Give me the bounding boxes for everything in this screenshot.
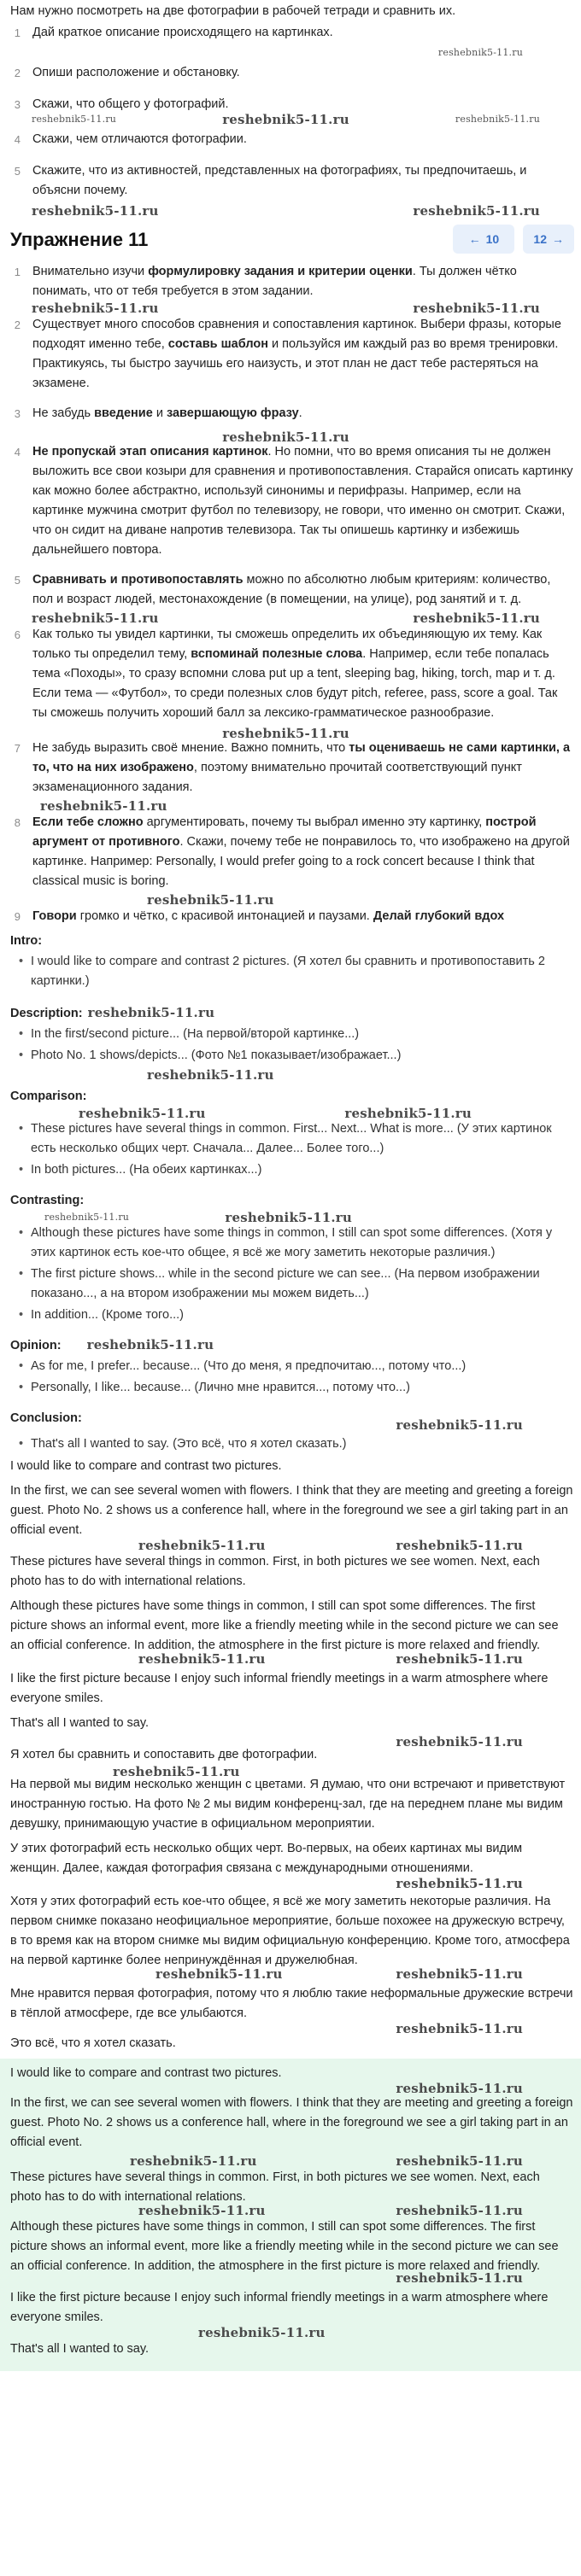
arrow-left-icon: ← [468,231,481,246]
list-item: 5 Скажите, что из активностей, представленных на фотографиях, ты предпочитаешь, и объясни почему. [14,164,527,197]
watermark: reshebnik5-11.ru [437,47,523,58]
tips-list [10,260,574,928]
watermark: reshebnik5-11.ru [455,114,540,125]
paragraph: У этих фотографий есть несколько общих черт. Во-первых, на обеих картинах мы видим женщин. Далее, каждая фотография связана с международными отношениями. [10,1842,523,1875]
prev-exercise-button[interactable]: ← 10 [453,225,514,254]
watermark: reshebnik5-11.ru [198,2325,326,2340]
paragraph: In the first, we can see several women with flowers. I think that they are meeting and greeting a foreign guest. Photo No. 2 shows us a conference hall, where in the foreground we see a girl taking part in an official event. [10,1484,573,1537]
list-item: • I would like to compare and contrast 2 pictures. (Я хотел бы сравнить и противопоставить 2 картинки.) [19,955,545,988]
list-item: 6 Как только ты увидел картинки, ты сможешь определить их объединяющую их тему. Как только ты определил тему, вспоминай полезные слова. Например, если тебе попалась тема «Походы», то сразу вспомни слова put up a tent, sleeping bag, hiking, torch, map и т. д. Если тема — «Футбол», то среди полезных слов будут pitch, referee, pass, score a goal. Так ты сможешь получить хороший балл за лексико-грамматическое разнообразие. [14,628,558,720]
highlighted-answer [0,2059,581,2371]
section-title: Conclusion: [10,1411,82,1425]
exercise-pager [453,225,574,254]
next-exercise-button[interactable]: 12 → [523,225,574,254]
section-title: Comparison: [10,1089,87,1103]
paragraph: That's all I wanted to say. [10,2342,150,2356]
watermark: reshebnik5-11.ru [344,1106,472,1121]
list-item: 4 Скажи, чем отличаются фотографии. [14,132,247,146]
watermark: reshebnik5-11.ru [222,112,349,127]
watermark: reshebnik5-11.ru [396,1876,523,1891]
paragraph: Although these pictures have some things in common, I still can spot some differences. The first picture shows an informal event, more like a friendly meeting while in the second picture we can see an official conference. In addition, the atmosphere in the first picture is more relaxed and friendly. [10,1599,559,1652]
section-title: Description: reshebnik5-11.ru [10,1005,215,1020]
list-item: • In both pictures... (На обеих картинках...) [19,1163,262,1177]
watermark: reshebnik5-11.ru [413,301,540,316]
watermark: reshebnik5-11.ru [86,1337,214,1352]
watermark: reshebnik5-11.ru [396,2153,523,2169]
list-item: 3 Скажи, что общего у фотографий. [14,97,229,111]
watermark: reshebnik5-11.ru [32,203,159,219]
watermark: reshebnik5-11.ru [396,2270,523,2286]
watermark: reshebnik5-11.ru [413,610,540,626]
list-item: 1 Дай краткое описание происходящего на картинках. [14,26,333,39]
watermark: reshebnik5-11.ru [113,1764,240,1779]
exercise-title: Упражнение 11 [10,228,149,250]
english-answer [10,1457,574,1733]
paragraph: I would like to compare and contrast two pictures. [10,1459,282,1473]
list-item: • Photo No. 1 shows/depicts... (Фото №1 показывает/изображает...) [19,1049,402,1062]
watermark: reshebnik5-11.ru [138,2203,266,2218]
list-item: 7 Не забудь выразить своё мнение. Важно помнить, что ты оцениваешь не сами картинки, а то, что на них изображено, поэтому внимательно прочитай соответствующий пункт экзаменационного задания. [14,741,571,794]
paragraph: These pictures have several things in common. First, in both pictures we see women. Next, each photo has to do with international relations. [10,1555,540,1588]
watermark: reshebnik5-11.ru [130,2153,257,2169]
paragraph: In the first, we can see several women with flowers. I think that they are meeting and greeting a foreign guest. Photo No. 2 shows us a conference hall, where in the foreground we see a girl taking part in an official event. [10,2096,573,2149]
watermark: reshebnik5-11.ru [222,429,349,445]
list-item: • Personally, I like... because... (Лично мне нравится..., потому что...) [19,1381,410,1394]
watermark: reshebnik5-11.ru [396,2203,523,2218]
watermark: reshebnik5-11.ru [79,1106,206,1121]
paragraph: That's all I wanted to say. [10,1716,150,1730]
paragraph: I like the first picture because I enjoy such informal friendly meetings in a warm atmosphere where everyone smiles. [10,2291,549,2324]
steps-list [10,21,574,219]
paragraph: Although these pictures have some things in common, I still can spot some differences. The first picture shows an informal event, more like a friendly meeting while in the second picture we can see an official conference. In addition, the atmosphere in the first picture is more relaxed and friendly. [10,2220,559,2273]
watermark: reshebnik5-11.ru [396,1651,523,1667]
list-item: 9 Говори громко и чётко, с красивой интонацией и паузами. Делай глубокий вдох [14,909,505,923]
paragraph: These pictures have several things in common. First, in both pictures we see women. Next, each photo has to do with international relations. [10,2170,540,2204]
watermark: reshebnik5-11.ru [138,1651,266,1667]
list-item: • As for me, I prefer... because... (Что до меня, я предпочитаю..., потому что...) [19,1359,467,1373]
watermark: reshebnik5-11.ru [396,2081,523,2096]
watermark: reshebnik5-11.ru [87,1005,215,1020]
paragraph: I like the first picture because I enjoy such informal friendly meetings in a warm atmosphere where everyone smiles. [10,1672,549,1705]
paragraph: На первой мы видим несколько женщин с цветами. Я думаю, что они встречают и приветствуют иностранную гостью. На фото № 2 мы видим конференц-зал, где на переднем плане мы видим девушку, принимающую участие в официальном мероприятии. [10,1778,566,1831]
list-item: • Although these pictures have some things in common, I still can spot some differences. (Хотя у этих картинок есть кое-что общее, я всё же могу заметить некоторые различия.) [19,1226,553,1259]
section-title: Intro: [10,934,43,948]
russian-answer [10,1733,574,2053]
paragraph: I would like to compare and contrast two pictures. [10,2066,282,2080]
watermark: reshebnik5-11.ru [222,726,349,741]
list-item: • In the first/second picture... (На первой/второй картинке...) [19,1027,360,1041]
watermark: reshebnik5-11.ru [32,114,117,125]
watermark: reshebnik5-11.ru [32,610,159,626]
list-item: 2 Существует много способов сравнения и сопоставления картинок. Выбери фразы, которые подходят именно тебе, составь шаблон и пользуйся им каждый раз во время тренировки. Практикуясь, ты быстро заучишь его наизусть, и этот план не даст тебе растеряться на экзамене. [14,318,561,390]
watermark: reshebnik5-11.ru [32,301,159,316]
watermark: reshebnik5-11.ru [147,1067,274,1083]
watermark: reshebnik5-11.ru [396,1966,523,1982]
paragraph: Это всё, что я хотел сказать. [10,2036,176,2050]
watermark: reshebnik5-11.ru [225,1210,352,1225]
exercise-header [10,221,574,257]
list-item: 2 Опиши расположение и обстановку. [14,66,240,79]
list-item: 5 Сравнивать и противопоставлять можно по абсолютно любым критериям: количество, пол и возраст людей, местонахождение (в помещении, на улице), род занятий и т. д. [14,573,551,606]
watermark: reshebnik5-11.ru [40,798,167,814]
list-item: • The first picture shows... while in the second picture we can see... (На первом изображении показано..., а на втором изображении мы можем видеть...) [19,1267,540,1300]
list-item: • That's all I wanted to say. (Это всё, что я хотел сказать.) [19,1437,347,1451]
paragraph: Хотя у этих фотографий есть кое-что общее, я всё же могу заметить некоторые различия. На первом снимке показано неофициальное мероприятие, больше похожее на дружескую встречу, в то время как на втором снимке мы видим официальную конференцию. Кроме того, атмосфера на первой картинке более непринуждённая и дружелюбная. [10,1895,570,1967]
list-item: • These pictures have several things in common. First... Next... What is more... (У этих картинок есть несколько общих черт. Сначала... Далее... Более того...) [19,1122,552,1155]
intro-line: Нам нужно посмотреть на две фотографии в рабочей тетради и сравнить их. [10,4,456,18]
watermark: reshebnik5-11.ru [396,1538,523,1553]
list-item: 1 Внимательно изучи формулировку задания и критерии оценки. Ты должен чётко понимать, что от тебя требуется в этом задании. [14,265,517,298]
paragraph: Мне нравится первая фотография, потому что я люблю такие неформальные дружеские встречи в тёплой атмосфере, где все улыбаются. [10,1987,573,2020]
watermark: reshebnik5-11.ru [396,2021,523,2036]
watermark: reshebnik5-11.ru [44,1212,130,1223]
arrow-right-icon: → [552,231,564,246]
list-item: 3 Не забудь введение и завершающую фразу. [14,406,302,420]
watermark: reshebnik5-11.ru [396,1734,523,1749]
watermark: reshebnik5-11.ru [396,1417,523,1433]
list-item: 4 Не пропускай этап описания картинок. Но помни, что во время описания ты не должен выложить все свои козыри для сравнения и противопоставления. Старайся описать картинку как можно более абстрактно, используй синонимы и перифразы. Например, если на картинке мужчина смотрит футбол по телевизору, не говори, что именно он смотрит. Скажи, что он сидит на диване напротив телевизора. Так ты опишешь картинку и избежишь дальнейшего повтора. [14,445,573,557]
watermark: reshebnik5-11.ru [413,203,540,219]
list-item: • In addition... (Кроме того...) [19,1308,184,1322]
list-item: 8 Если тебе сложно аргументировать, почему ты выбрал именно эту картинку, построй аргумент от противного. Скажи, почему тебе не понравилось то, что изображено на другой картинке. Например: Personally, I would prefer going to a rock concert because I think that classical music is boring. [14,815,570,888]
watermark: reshebnik5-11.ru [147,892,274,908]
section-title: Contrasting: [10,1194,85,1207]
watermark: reshebnik5-11.ru [156,1966,283,1982]
phrases-section [10,932,574,1455]
section-title: Opinion: reshebnik5-11.ru [10,1337,214,1352]
watermark: reshebnik5-11.ru [138,1538,266,1553]
paragraph: Я хотел бы сравнить и сопоставить две фотографии. [10,1748,318,1761]
